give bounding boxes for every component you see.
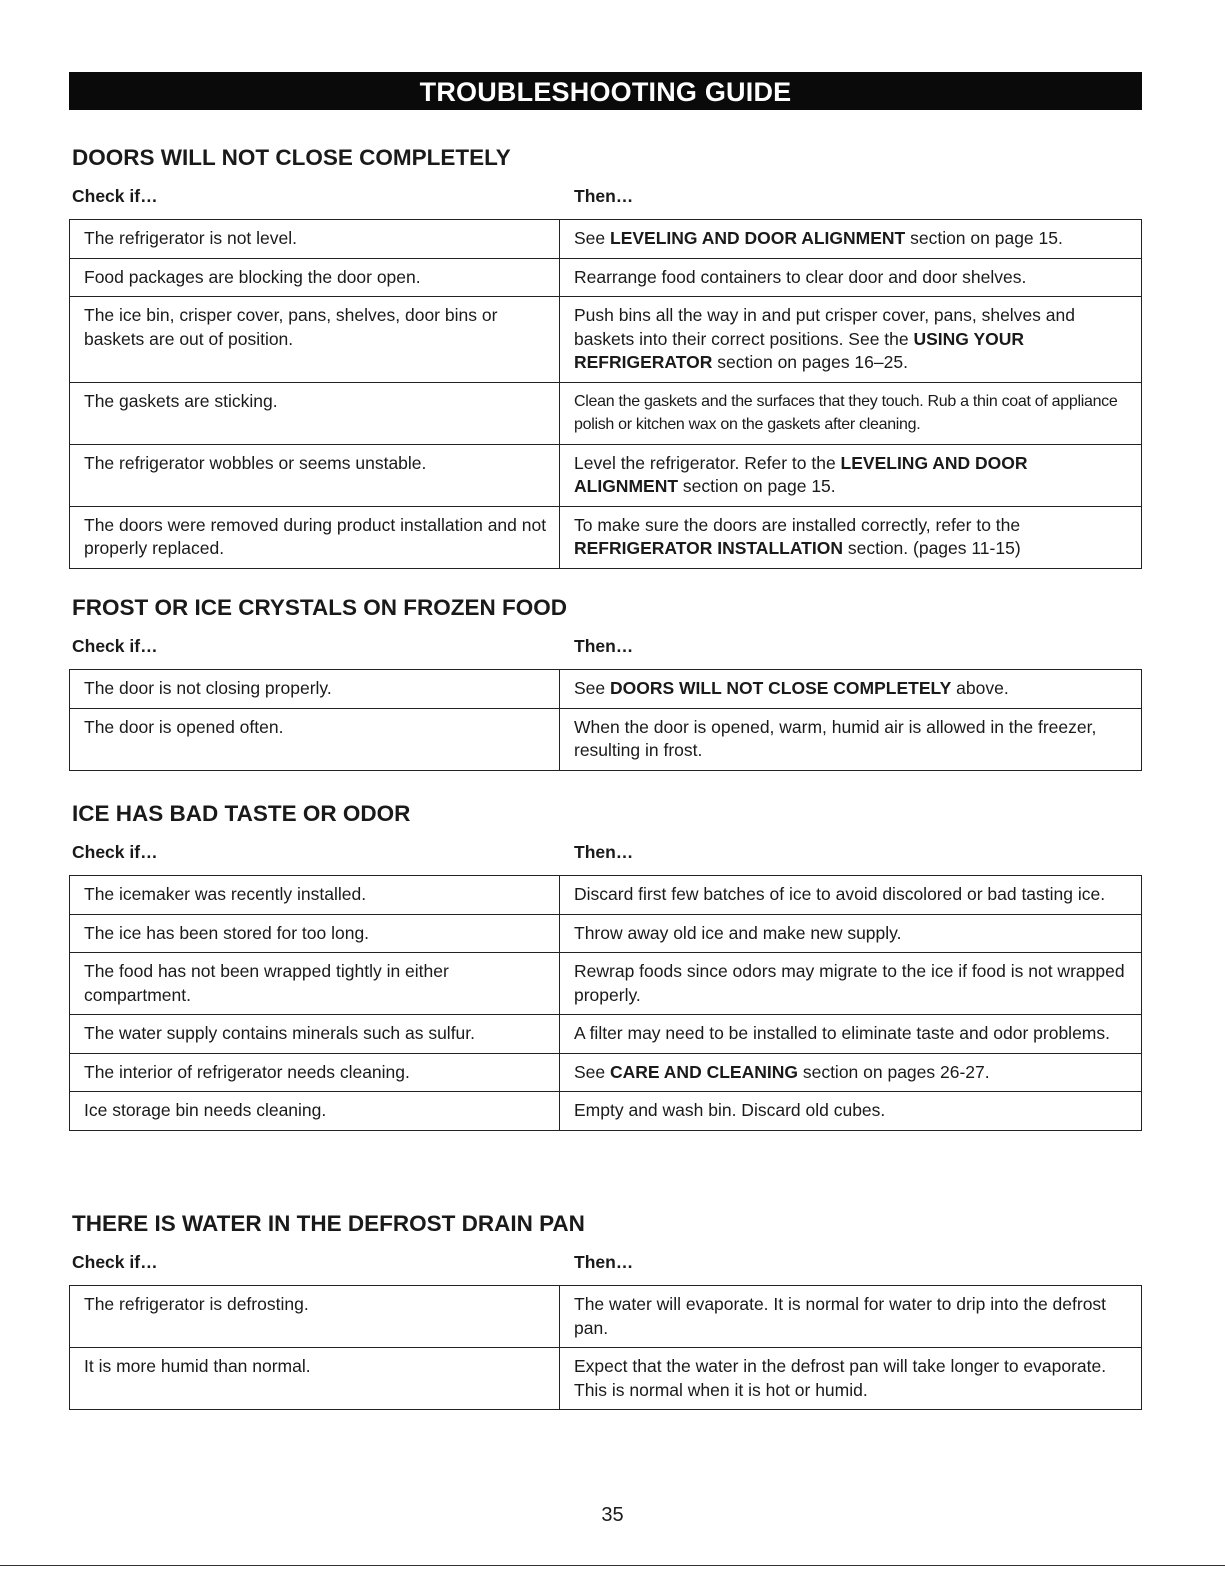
section-title: FROST OR ICE CRYSTALS ON FROZEN FOOD: [72, 595, 567, 620]
then-header: Then…: [574, 636, 634, 656]
section-title: DOORS WILL NOT CLOSE COMPLETELY: [72, 145, 511, 170]
section-water: [69, 1210, 1142, 1410]
then-cell: Level the refrigerator. Refer to the LEVELING AND DOOR ALIGNMENT section on page 15.: [560, 444, 1142, 506]
check-cell: The ice has been stored for too long.: [70, 914, 560, 953]
then-cell: Rearrange food containers to clear door and door shelves.: [560, 258, 1142, 297]
check-cell: The gaskets are sticking.: [70, 382, 560, 444]
then-cell: Throw away old ice and make new supply.: [560, 914, 1142, 953]
table-row: [70, 1348, 1142, 1410]
then-cell: When the door is opened, warm, humid air is allowed in the freezer, resulting in frost.: [560, 708, 1142, 770]
troubleshooting-table: [69, 875, 1142, 1131]
troubleshooting-table: [69, 1285, 1142, 1410]
then-cell: See LEVELING AND DOOR ALIGNMENT section on page 15.: [560, 220, 1142, 259]
page-number: 35: [601, 1504, 624, 1526]
table-row: [70, 382, 1142, 444]
section-ice: [69, 800, 1142, 1131]
table-row: [70, 1015, 1142, 1054]
table-row: [70, 444, 1142, 506]
check-cell: Ice storage bin needs cleaning.: [70, 1092, 560, 1131]
then-header: Then…: [574, 1252, 634, 1272]
then-header: Then…: [574, 186, 634, 206]
then-cell: Rewrap foods since odors may migrate to the ice if food is not wrapped properly.: [560, 953, 1142, 1015]
column-headers: [69, 842, 1142, 868]
section-doors: [69, 144, 1142, 569]
table-row: [70, 297, 1142, 383]
then-cell: See DOORS WILL NOT CLOSE COMPLETELY above.: [560, 670, 1142, 709]
then-header: Then…: [574, 842, 634, 862]
page-banner: TROUBLESHOOTING GUIDE: [69, 72, 1142, 110]
check-cell: The interior of refrigerator needs cleaning.: [70, 1053, 560, 1092]
table-row: [70, 953, 1142, 1015]
check-cell: The refrigerator is defrosting.: [70, 1286, 560, 1348]
then-cell: Empty and wash bin. Discard old cubes.: [560, 1092, 1142, 1131]
section-title: ICE HAS BAD TASTE OR ODOR: [72, 801, 411, 826]
section-frost: [69, 594, 1142, 771]
table-row: [70, 1286, 1142, 1348]
table-row: [70, 506, 1142, 568]
bottom-divider: [0, 1565, 1225, 1566]
then-cell: Discard first few batches of ice to avoid discolored or bad tasting ice.: [560, 876, 1142, 915]
table-row: [70, 876, 1142, 915]
then-cell: The water will evaporate. It is normal for water to drip into the defrost pan.: [560, 1286, 1142, 1348]
check-if-header: Check if…: [72, 842, 158, 862]
check-cell: The doors were removed during product installation and not properly replaced.: [70, 506, 560, 568]
check-cell: Food packages are blocking the door open.: [70, 258, 560, 297]
then-cell: Push bins all the way in and put crisper cover, pans, shelves and baskets into their correct positions. See the USING YOUR REFRIGERATOR section on pages 16–25.: [560, 297, 1142, 383]
check-if-header: Check if…: [72, 186, 158, 206]
check-if-header: Check if…: [72, 636, 158, 656]
section-title: THERE IS WATER IN THE DEFROST DRAIN PAN: [72, 1211, 585, 1236]
check-cell: It is more humid than normal.: [70, 1348, 560, 1410]
table-row: [70, 914, 1142, 953]
then-cell: Expect that the water in the defrost pan will take longer to evaporate. This is normal when it is hot or humid.: [560, 1348, 1142, 1410]
then-cell: Clean the gaskets and the surfaces that they touch. Rub a thin coat of appliance polish or kitchen wax on the gaskets after cleaning.: [560, 382, 1142, 444]
table-row: [70, 708, 1142, 770]
table-row: [70, 220, 1142, 259]
check-cell: The ice bin, crisper cover, pans, shelves, door bins or baskets are out of position.: [70, 297, 560, 383]
column-headers: [69, 1252, 1142, 1278]
table-row: [70, 1053, 1142, 1092]
check-if-header: Check if…: [72, 1252, 158, 1272]
check-cell: The refrigerator is not level.: [70, 220, 560, 259]
check-cell: The door is not closing properly.: [70, 670, 560, 709]
troubleshooting-table: [69, 669, 1142, 771]
table-row: [70, 258, 1142, 297]
column-headers: [69, 636, 1142, 662]
check-cell: The water supply contains minerals such as sulfur.: [70, 1015, 560, 1054]
check-cell: The icemaker was recently installed.: [70, 876, 560, 915]
then-cell: See CARE AND CLEANING section on pages 26-27.: [560, 1053, 1142, 1092]
then-cell: A filter may need to be installed to eliminate taste and odor problems.: [560, 1015, 1142, 1054]
then-cell: To make sure the doors are installed correctly, refer to the REFRIGERATOR INSTALLATION section. (pages 11-15): [560, 506, 1142, 568]
check-cell: The food has not been wrapped tightly in either compartment.: [70, 953, 560, 1015]
table-row: [70, 670, 1142, 709]
table-row: [70, 1092, 1142, 1131]
check-cell: The refrigerator wobbles or seems unstable.: [70, 444, 560, 506]
check-cell: The door is opened often.: [70, 708, 560, 770]
column-headers: [69, 186, 1142, 212]
troubleshooting-table: [69, 219, 1142, 569]
